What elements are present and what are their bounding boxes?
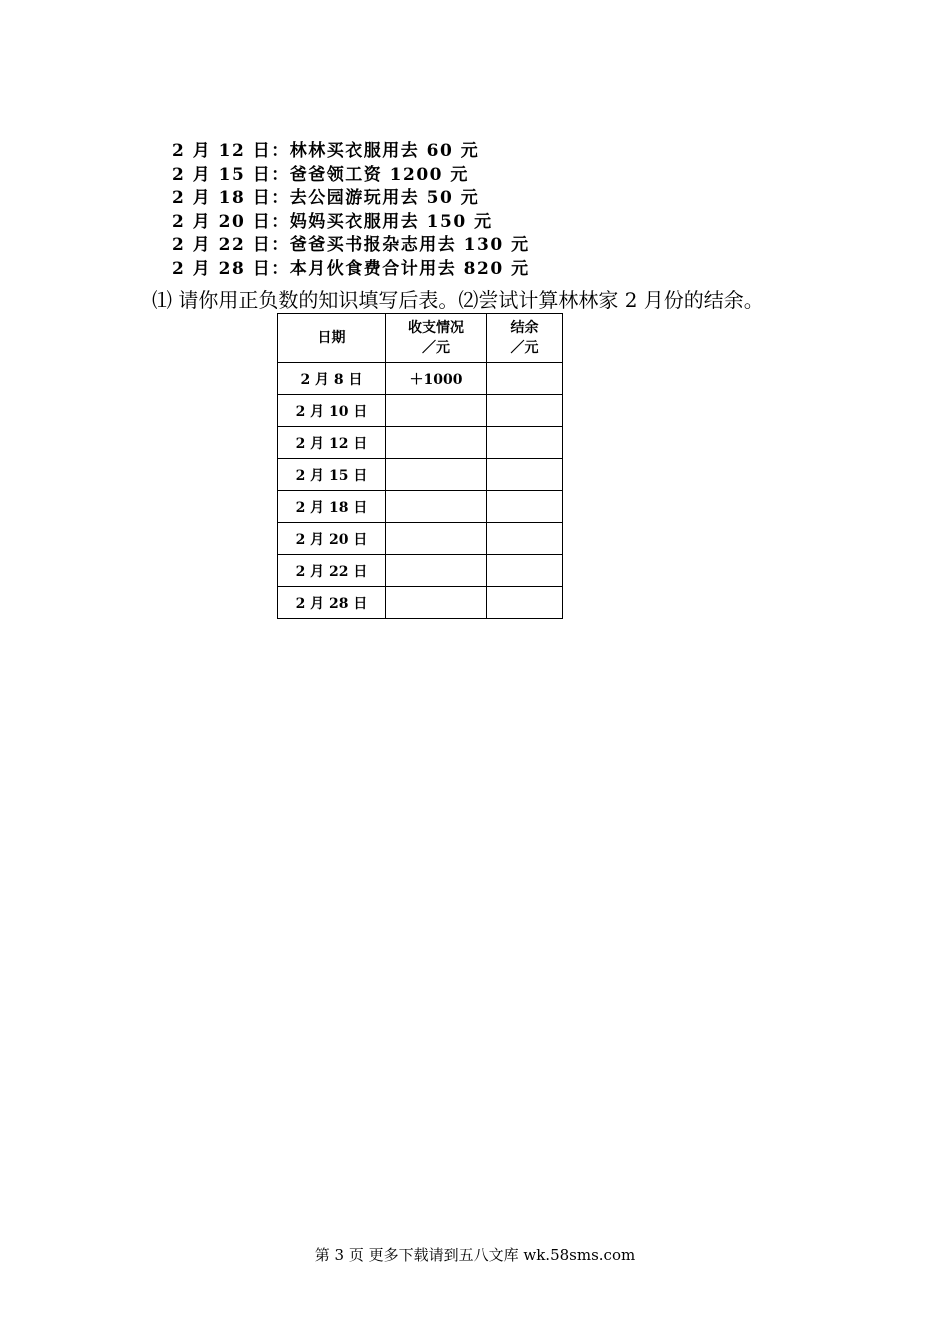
balance-cell	[487, 363, 563, 395]
ledger-table	[277, 313, 563, 619]
header-balance	[487, 314, 563, 363]
balance-cell	[487, 555, 563, 587]
table-row	[278, 523, 563, 555]
instructions: ⑴ 请你用正负数的知识填写后表。⑵尝试计算林林家 2 月份的结余。	[152, 288, 764, 312]
flow-cell	[386, 395, 487, 427]
table-row	[278, 395, 563, 427]
header-flow-unit: ／元	[422, 340, 450, 356]
balance-cell	[487, 523, 563, 555]
date-cell: 2 月 18 日	[278, 491, 386, 523]
flow-cell	[386, 491, 487, 523]
record-line: 2 月 15 日：爸爸领工资 1200 元	[172, 164, 469, 185]
flow-cell	[386, 459, 487, 491]
table-header-row	[278, 314, 563, 363]
flow-cell	[386, 523, 487, 555]
date-cell: 2 月 20 日	[278, 523, 386, 555]
balance-cell	[487, 459, 563, 491]
header-flow-label: 收支情况	[408, 320, 464, 336]
flow-cell	[386, 427, 487, 459]
date-cell: 2 月 28 日	[278, 587, 386, 619]
record-line: 2 月 12 日：林林买衣服用去 60 元	[172, 141, 480, 161]
flow-cell: ＋1000	[386, 363, 487, 395]
table-row	[278, 491, 563, 523]
table-row	[278, 555, 563, 587]
record-line: 2 月 18 日：去公园游玩用去 50 元	[172, 188, 480, 209]
record-line: 2 月 20 日：妈妈买衣服用去 150 元	[172, 211, 493, 232]
header-balance-unit: ／元	[510, 340, 539, 356]
page-footer: 第 3 页 更多下载请到五八文库 wk.58sms.com	[314, 1246, 636, 1264]
balance-cell	[487, 587, 563, 619]
balance-cell	[487, 427, 563, 459]
header-date-label: 日期	[317, 330, 346, 346]
header-date	[278, 314, 386, 363]
date-cell: 2 月 8 日	[278, 363, 386, 395]
header-balance-label: 结余	[510, 320, 539, 336]
table-row	[278, 427, 563, 459]
record-list	[172, 140, 530, 282]
flow-cell	[386, 555, 487, 587]
table-row	[278, 363, 563, 395]
header-flow	[386, 314, 487, 363]
date-cell: 2 月 15 日	[278, 459, 386, 491]
record-line: 2 月 28 日：本月伙食费合计用去 820 元	[172, 258, 530, 279]
record-line: 2 月 22 日：爸爸买书报杂志用去 130 元	[172, 235, 530, 256]
balance-cell	[487, 491, 563, 523]
date-cell: 2 月 10 日	[278, 395, 386, 427]
date-cell: 2 月 12 日	[278, 427, 386, 459]
table-row	[278, 459, 563, 491]
table-row	[278, 587, 563, 619]
flow-cell	[386, 587, 487, 619]
date-cell: 2 月 22 日	[278, 555, 386, 587]
balance-cell	[487, 395, 563, 427]
